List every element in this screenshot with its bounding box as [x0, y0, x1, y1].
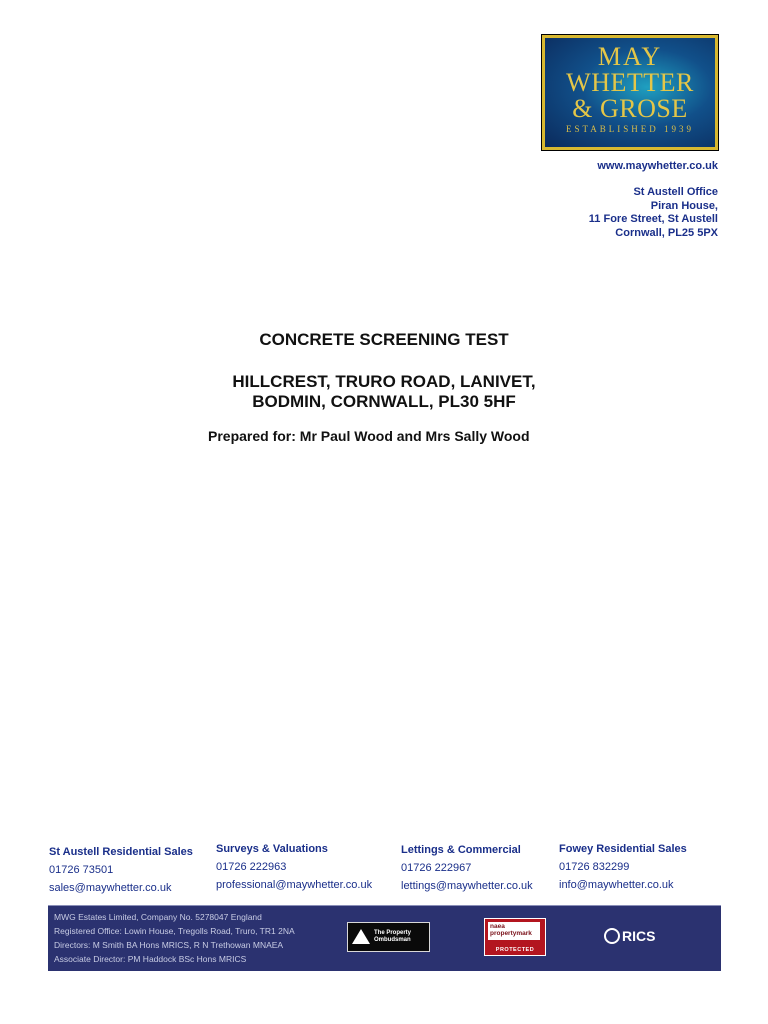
address-line: Cornwall, PL25 5PX: [615, 226, 718, 239]
address-line: Piran House,: [650, 199, 718, 212]
propertymark-label: naea propertymark: [488, 922, 540, 940]
contact-phone[interactable]: 01726 73501: [49, 864, 114, 876]
contact-phone[interactable]: 01726 222967: [401, 862, 472, 874]
legal-text: [54, 910, 295, 966]
contact-column-surveys: [216, 840, 372, 894]
rics-icon: [604, 928, 620, 944]
legal-line: MWG Estates Limited, Company No. 5278047 England: [54, 912, 262, 922]
legal-line: Registered Office: Lowin House, Tregolls Road, Truro, TR1 2NA: [54, 926, 295, 936]
address-line: 11 Fore Street, St Austell: [588, 213, 718, 225]
contact-heading: St Austell Residential Sales: [49, 846, 193, 858]
legal-line: Associate Director: PM Haddock BSc Hons MRICS: [54, 954, 247, 964]
contact-phone[interactable]: 01726 832299: [559, 861, 630, 873]
contact-column-st-austell: [49, 843, 193, 897]
logo-line-1: MAY: [597, 42, 663, 71]
property-address-line-2: BODMIN, CORNWALL, PL30 5HF: [252, 392, 516, 411]
report-title: CONCRETE SCREENING TEST: [259, 330, 509, 349]
logo-established: ESTABLISHED 1939: [565, 124, 695, 134]
contact-email[interactable]: info@maywhetter.co.uk: [559, 879, 674, 891]
legal-line: Directors: M Smith BA Hons MRICS, R N Trethowan MNAEA: [54, 940, 284, 950]
company-logo: [542, 35, 718, 150]
property-address: [0, 372, 768, 412]
property-address-line-1: HILLCREST, TRURO ROAD, LANIVET,: [232, 372, 536, 391]
contact-column-lettings: [401, 841, 533, 895]
contact-heading: Fowey Residential Sales: [559, 843, 687, 855]
address-line: St Austell Office: [633, 186, 718, 198]
rics-label: RICS: [622, 928, 656, 944]
ombudsman-icon: [352, 929, 370, 944]
logo-line-3: & GROSE: [572, 94, 688, 123]
logo-line-2: WHETTER: [566, 68, 694, 97]
rics-badge: [604, 922, 655, 950]
prepared-for: Prepared for: Mr Paul Wood and Mrs Sally Wood: [208, 428, 530, 444]
contact-column-fowey: [559, 840, 687, 894]
footer-band: [48, 905, 721, 971]
contact-email[interactable]: sales@maywhetter.co.uk: [49, 882, 172, 894]
propertymark-badge: [484, 918, 546, 956]
contact-heading: Lettings & Commercial: [401, 844, 521, 856]
propertymark-protected: PROTECTED: [495, 947, 535, 953]
property-ombudsman-badge: [347, 922, 430, 952]
office-address: [589, 186, 718, 240]
ombudsman-label: The Property Ombudsman: [374, 930, 412, 943]
contact-heading: Surveys & Valuations: [216, 843, 328, 855]
contact-email[interactable]: lettings@maywhetter.co.uk: [401, 880, 533, 892]
contact-phone[interactable]: 01726 222963: [216, 861, 287, 873]
contact-email[interactable]: professional@maywhetter.co.uk: [216, 879, 373, 891]
